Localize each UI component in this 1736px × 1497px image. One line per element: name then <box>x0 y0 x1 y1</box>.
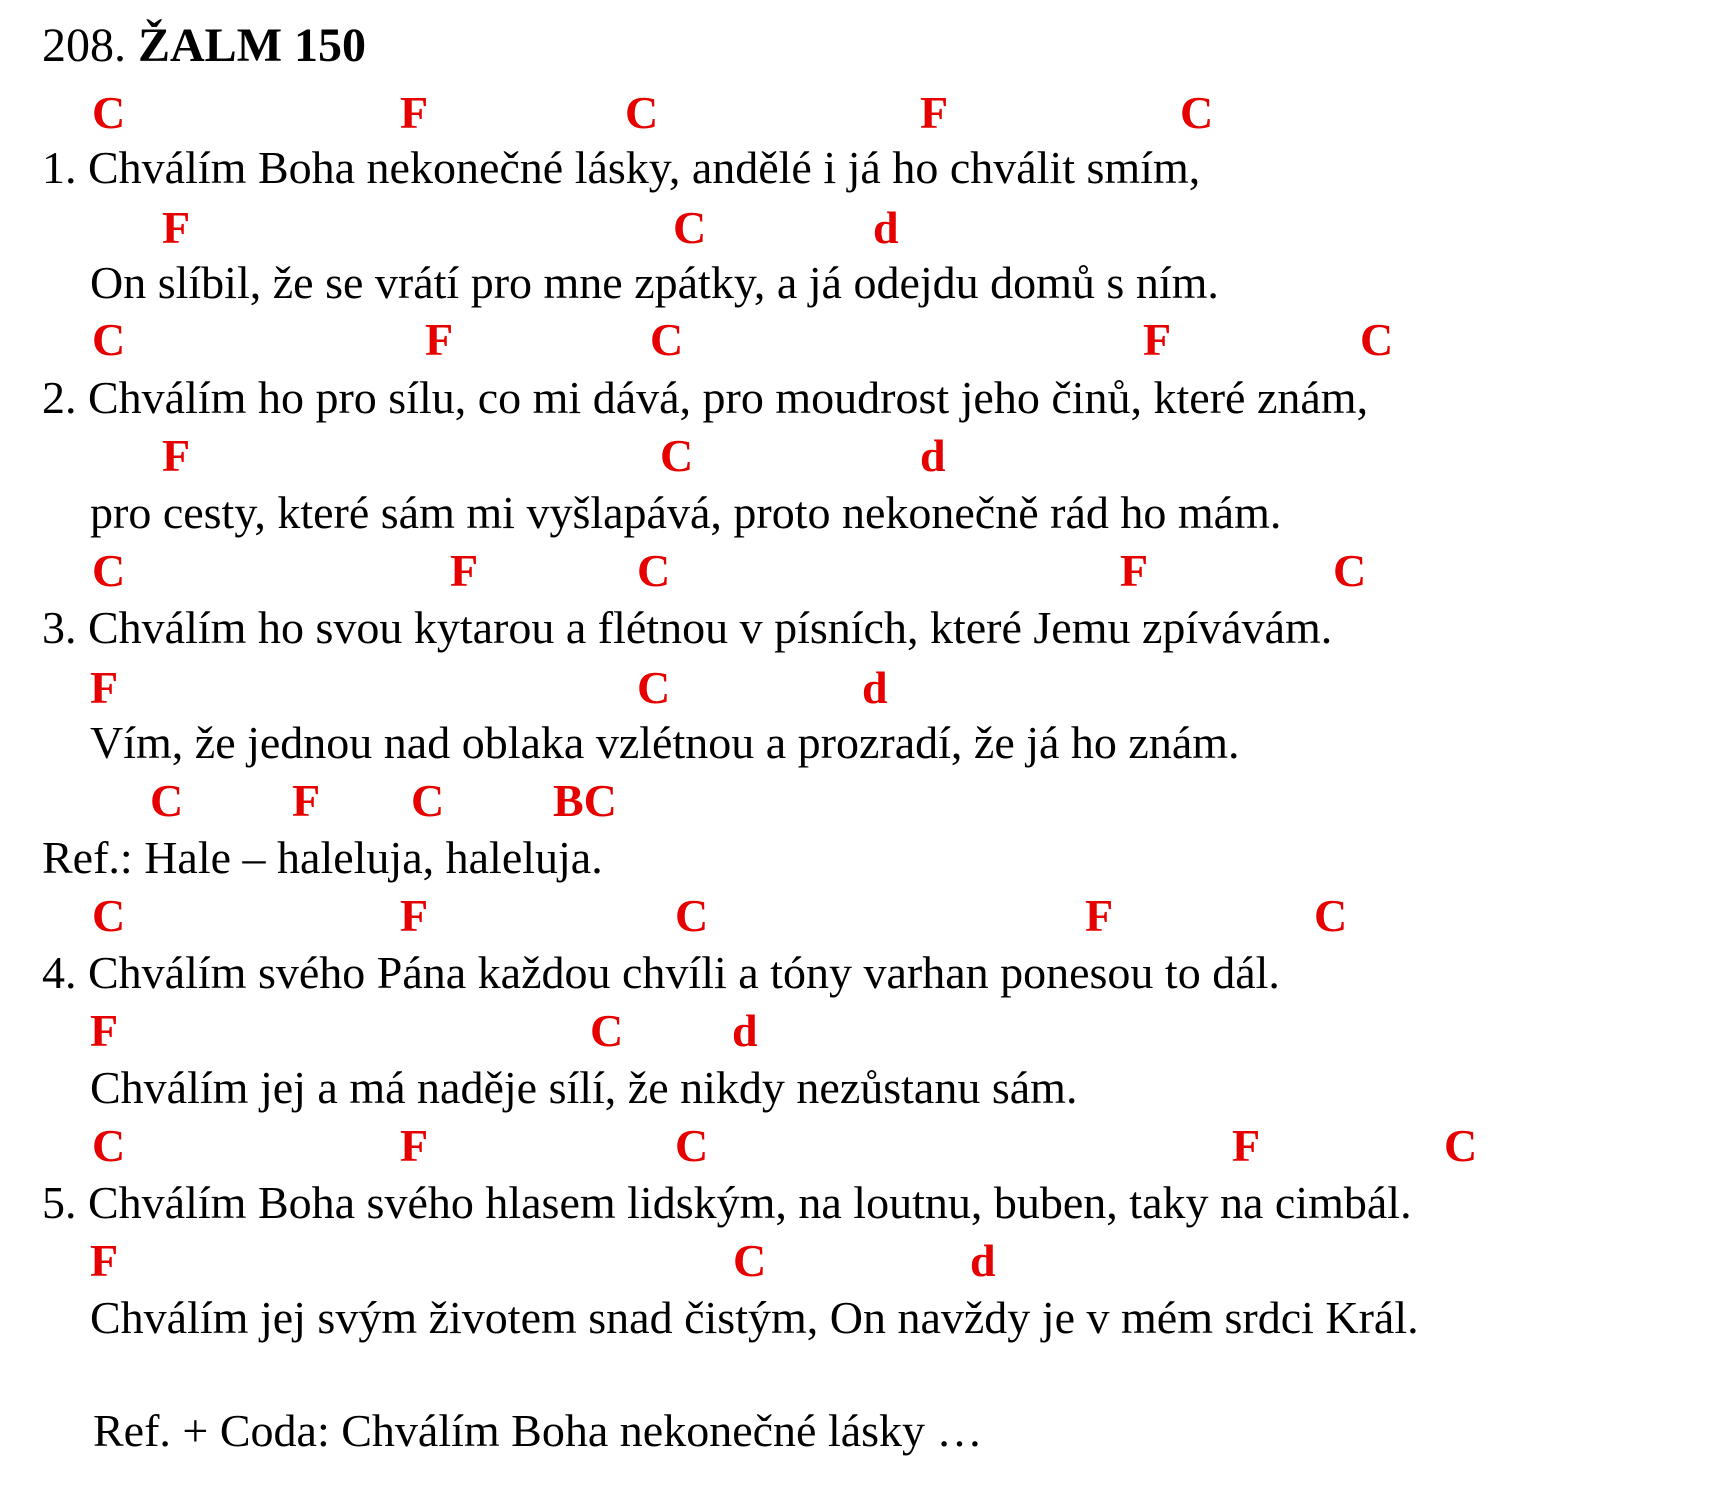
verse-3-line-1: 3. Chválím ho svou kytarou a flétnou v písních, které Jemu zpívávám. <box>42 602 1333 653</box>
chord: C <box>1333 545 1367 596</box>
refrain-line: Ref.: Hale – haleluja, haleluja. <box>42 832 603 883</box>
chord: C <box>92 545 126 596</box>
chord-row <box>0 202 1736 253</box>
chord-row <box>0 87 1736 138</box>
chord: F <box>400 87 429 138</box>
chord: C <box>1314 890 1348 941</box>
chord: d <box>732 1005 758 1056</box>
chord: F <box>1143 314 1172 365</box>
chord: F <box>450 545 479 596</box>
song-number: 208. <box>42 19 126 72</box>
chord: F <box>90 1005 119 1056</box>
chord: C <box>673 202 707 253</box>
chord: d <box>920 430 946 481</box>
verse-2-line-1: 2. Chválím ho pro sílu, co mi dává, pro moudrost jeho činů, které znám, <box>42 372 1369 423</box>
chord: C <box>92 314 126 365</box>
chord: d <box>862 662 888 713</box>
chord-row <box>0 430 1736 481</box>
chord: F <box>90 662 119 713</box>
chord: F <box>920 87 949 138</box>
verse-4-line-1: 4. Chválím svého Pána každou chvíli a tóny varhan ponesou to dál. <box>42 947 1280 998</box>
verse-4-line-2: Chválím jej a má naděje sílí, že nikdy nezůstanu sám. <box>90 1062 1078 1113</box>
chord: C <box>1360 314 1394 365</box>
chord: C <box>660 430 694 481</box>
chord: F <box>292 775 321 826</box>
verse-2-line-2: pro cesty, které sám mi vyšlapává, proto nekonečně rád ho mám. <box>90 487 1282 538</box>
chord: C <box>411 775 445 826</box>
chord-row <box>0 1120 1736 1171</box>
chord: C <box>675 890 709 941</box>
chord: F <box>1232 1120 1261 1171</box>
chord: C <box>1180 87 1214 138</box>
verse-1-line-2: On slíbil, že se vrátí pro mne zpátky, a já odejdu domů s ním. <box>90 257 1219 308</box>
chord: C <box>1444 1120 1478 1171</box>
chord: C <box>733 1235 767 1286</box>
coda-line: Ref. + Coda: Chválím Boha nekonečné lásky … <box>93 1405 983 1456</box>
chord-row <box>0 890 1736 941</box>
chord: C <box>637 662 671 713</box>
chord-row <box>0 775 1736 826</box>
chord-row <box>0 545 1736 596</box>
chord-row <box>0 314 1736 365</box>
verse-1-line-1: 1. Chválím Boha nekonečné lásky, andělé i já ho chválit smím, <box>42 142 1201 193</box>
chord: BC <box>553 775 617 826</box>
song-name: ŽALM 150 <box>138 19 366 72</box>
verse-3-line-2: Vím, že jednou nad oblaka vzlétnou a prozradí, že já ho znám. <box>90 717 1240 768</box>
chord-row <box>0 1005 1736 1056</box>
chord: C <box>637 545 671 596</box>
chord: C <box>675 1120 709 1171</box>
chord-row <box>0 662 1736 713</box>
chord: F <box>1085 890 1114 941</box>
chord: d <box>970 1235 996 1286</box>
chord: C <box>590 1005 624 1056</box>
song-title <box>42 19 366 72</box>
chord: d <box>873 202 899 253</box>
chord: C <box>625 87 659 138</box>
chord: F <box>162 202 191 253</box>
chord: F <box>425 314 454 365</box>
chord: C <box>92 1120 126 1171</box>
chord: F <box>162 430 191 481</box>
chord: F <box>90 1235 119 1286</box>
chord: F <box>400 1120 429 1171</box>
chord: C <box>92 890 126 941</box>
chord: F <box>400 890 429 941</box>
chord: C <box>150 775 184 826</box>
verse-5-line-2: Chválím jej svým životem snad čistým, On navždy je v mém srdci Král. <box>90 1292 1419 1343</box>
chord: F <box>1120 545 1149 596</box>
chord-row <box>0 1235 1736 1286</box>
verse-5-line-1: 5. Chválím Boha svého hlasem lidským, na loutnu, buben, taky na cimbál. <box>42 1177 1412 1228</box>
chord: C <box>650 314 684 365</box>
chord: C <box>92 87 126 138</box>
